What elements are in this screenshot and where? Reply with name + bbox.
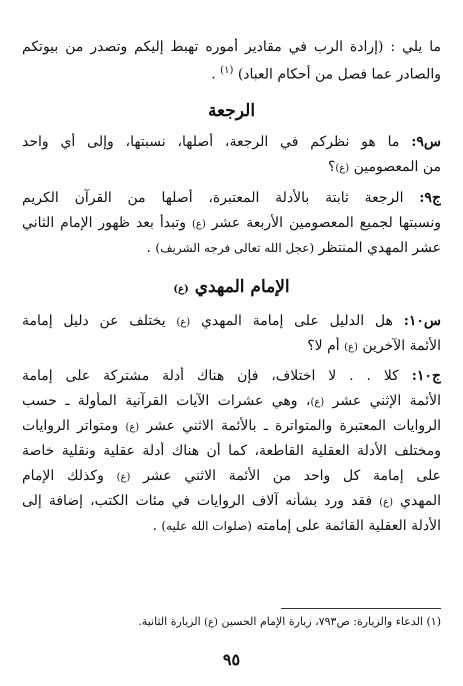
q10-line-1: س١٠: هل الدليل على إمامة المهدي (ع) يختلف عن دليل إمامة [22,313,441,329]
intro-line-1: ما يلي : (إرادة الرب في مقادير أموره تهبط إليكم وتصدر من بيوتكم [22,39,441,55]
footnote: (١) الدعاء والزيارة: ص٧٩٣، زيارة الإمام الحسين (ع) الزيارة الثانية. [138,615,441,628]
a10-line-1: ج١٠: كلا . . لا اختلاف، فإن هناك أدلة مشتركة على إمامة [22,368,441,384]
section-heading-raja: الرجعة [207,101,256,121]
q9-line-2: من المعصومين (ع)؟ [327,159,441,175]
a10-line-4: ومختلف الأدلة العقلية القاطعة، كما أن هناك أدلة عقلية ونقلية خاصة [22,443,441,459]
a10-line-6: المهدي (ع) فقد ورد بشأنه آلاف الروايات في مئات الكتب، إضافة إلى [22,493,441,509]
a10-line-2: الأئمة الإثني عشر (ع)، وهي عشرات الآيات القرآنية المأولة ـ حسب [22,393,441,409]
section-heading-mahdi: الإمام المهدي (ع) [173,277,290,297]
footnote-divider [281,608,441,609]
a10-line-5: على إمامة كل واحد من الأئمة الاثني عشر (ع) وكذلك الإمام [22,468,441,484]
page-number: ٩٥ [222,650,241,669]
a10-line-7: الأدلة العقلية القائمة على إمامته (صلوات الله عليه) . [152,518,441,534]
a10-line-3: الروايات المعتبرة والمتواترة ـ بالأئمة الاثني عشر (ع) ومتواتر الروايات [22,418,441,434]
intro-line-2: والصادر عما فصل من أحكام العباد) $^{(١)}$ . [211,65,441,83]
salawat-symbol: (ع) [335,163,350,174]
footnote-ref: (١) [220,65,234,76]
a9-line-2: ونسبتها لجميع المعصومين الأربعة عشر (ع) وتبدأ بعد ظهور الإمام الثاني [22,215,441,231]
a9-line-3: عشر المهدي المنتظر (عجل الله تعالى فرجه الشريف) . [146,240,441,256]
q9-line-1: س٩: ما هو نظركم في الرجعة، أصلها، نسبتها، وإلى أي واحد [22,134,441,150]
a9-line-1: ج٩: الرجعة ثابتة بالأدلة المعتبرة، أصلها من القرآن الكريم [22,190,441,206]
q10-line-2: الأئمة الآخرين (ع) أم لا؟ [307,338,441,354]
